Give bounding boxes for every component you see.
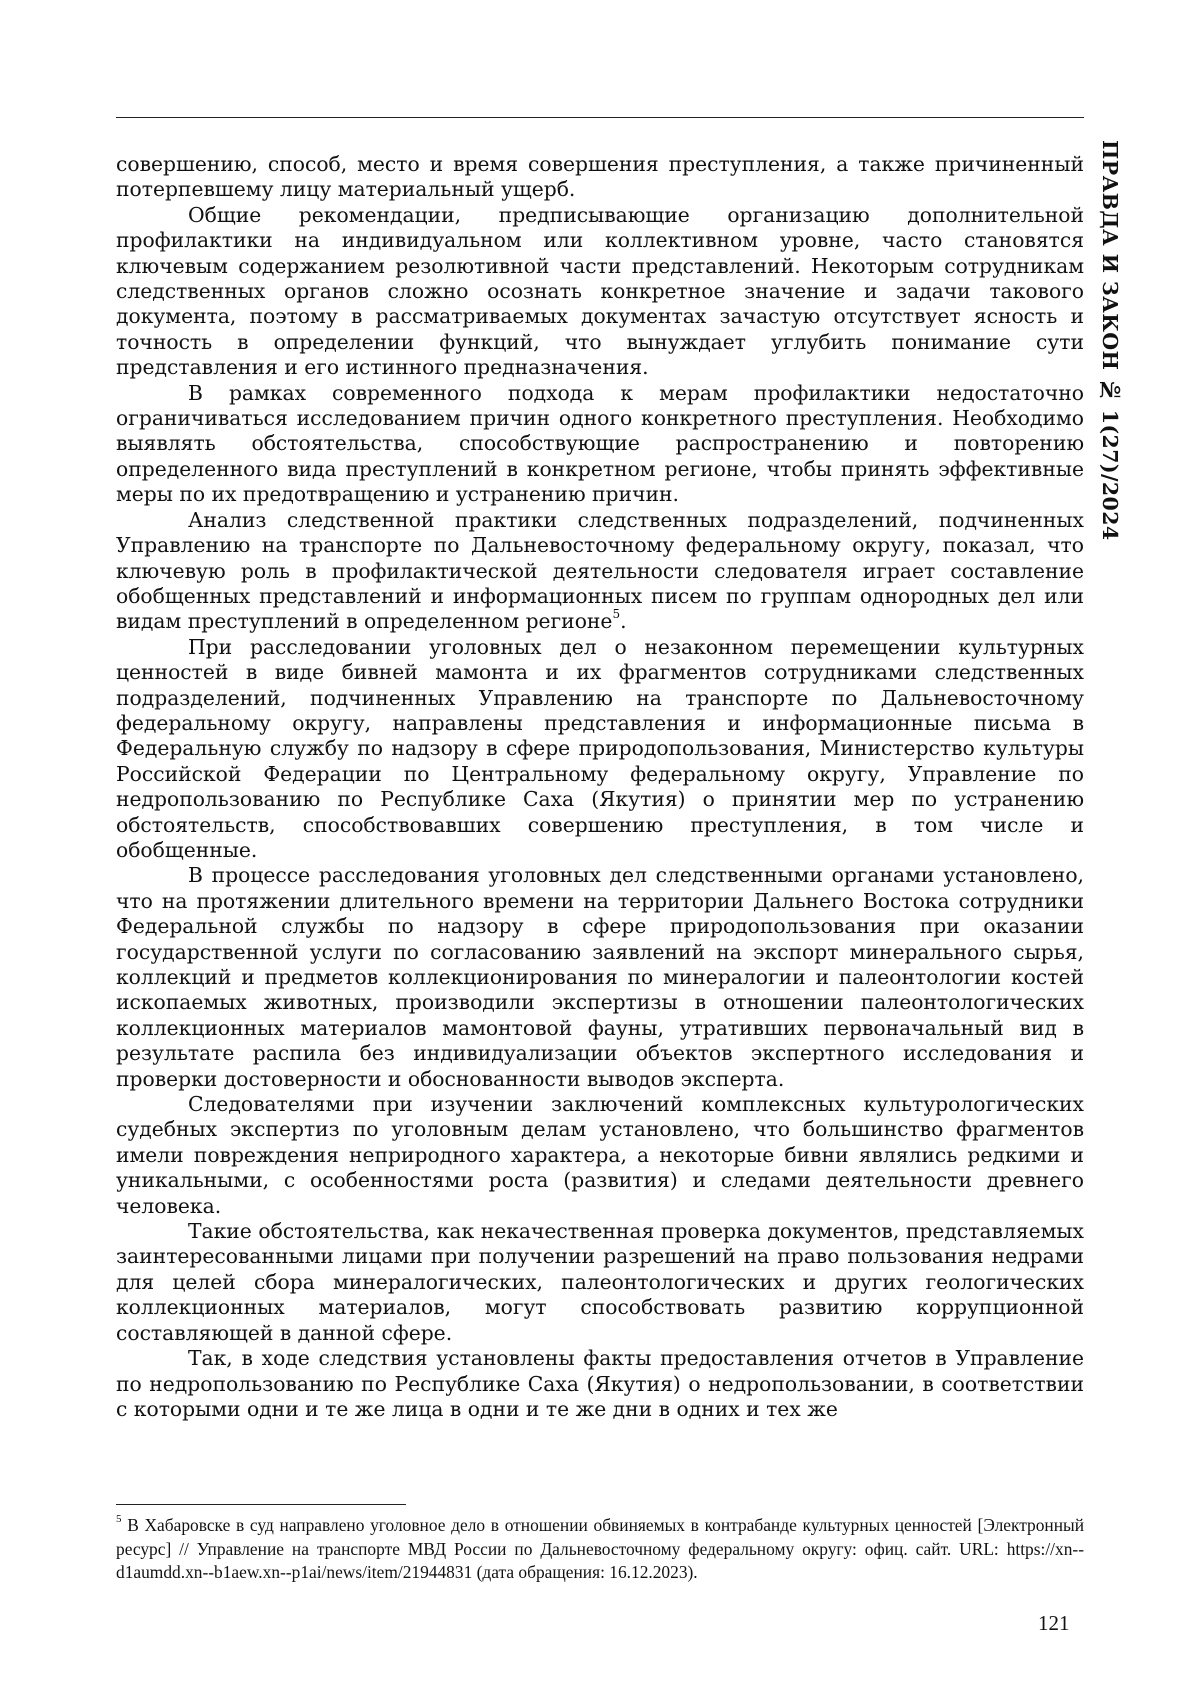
paragraph: При расследовании уголовных дел о незаконном перемещении культурных ценностей в виде бивней мамонта и их фрагментов сотрудниками следственных подразделений, подчиненных Управлению на транспорте по Дальневосточному федеральному округу, направлены представления и информационные письма в Федеральную службу по надзору в сфере природопользования, Министерство культуры Российской Федерации по Центральному федеральному округу, Управление по недропользованию по Республике Саха (Якутия) о принятии мер по устранению обстоятельств, способствовавших совершению преступления, в том числе и обобщенные. <box>116 635 1084 864</box>
paragraph-end-punct: . <box>620 609 626 633</box>
paragraph: Общие рекомендации, предписывающие организацию дополнительной профилактики на индивидуальном или коллективном уровне, часто становятся ключевым содержанием резолютивной части представлений. Некоторым сотрудникам следственных органов сложно осознать конкретное значение и задачи такового документа, поэтому в рассматриваемых документах зачастую отсутствует ясность и точность в определении функций, что вынуждает углубить понимание сути представления и его истинного предназначения. <box>116 203 1084 381</box>
footnote-reference[interactable]: 5 <box>612 607 620 621</box>
footnote-rule <box>116 1504 406 1505</box>
paragraph-text: Анализ следственной практики следственных подразделений, подчиненных Управлению на транспорте по Дальневосточному федеральному округу, показал, что ключевую роль в профилактической деятельности следователя играет составление обобщенных представлений и информационных писем по группам однородных дел или видам преступлений в определенном регионе <box>116 508 1084 634</box>
paragraph: Такие обстоятельства, как некачественная проверка документов, представляемых заинтересованными лицами при получении разрешений на право пользования недрами для целей сбора минералогических, палеонтологических и других геологических коллекционных материалов, могут способствовать развитию коррупционной составляющей в данной сфере. <box>116 1219 1084 1346</box>
paragraph: Следователями при изучении заключений комплексных культурологических судебных экспертиз по уголовным делам установлено, что большинство фрагментов имели повреждения неприродного характера, а некоторые бивни являлись редкими и уникальными, с особенностями роста (развития) и следами деятельности древнего человека. <box>116 1092 1084 1219</box>
running-header: ПРАВДА И ЗАКОН № 1(27)/2024 <box>1097 140 1123 541</box>
footnote <box>116 1514 1084 1585</box>
body-text <box>116 152 1084 1422</box>
paragraph: В процессе расследования уголовных дел следственными органами установлено, что на протяжении длительного времени на территории Дальнего Востока сотрудники Федеральной службы по надзору в сфере природопользования при оказании государственной услуги по согласованию заявлений на экспорт минерального сырья, коллекций и предметов коллекционирования по минералогии и палеонтологии костей ископаемых животных, производили экспертизы в отношении палеонтологических коллекционных материалов мамонтовой фауны, утративших первоначальный вид в результате распила без индивидуализации объектов экспертного исследования и проверки достоверности и обоснованности выводов эксперта. <box>116 863 1084 1092</box>
footnote-text: В Хабаровске в суд направлено уголовное дело в отношении обвиняемых в контрабанде культурных ценностей [Электронный ресурс] // Управление на транспорте МВД России по Дальневосточному федеральному округу: офиц. сайт. URL: https://xn--d1aumdd.xn--b1aew.xn--p1ai/news/item/21944831 (дата обращения: 16.12.2023). <box>116 1515 1084 1582</box>
footnote-marker: 5 <box>116 1513 122 1525</box>
page-number: 121 <box>1038 1611 1070 1636</box>
header-rule <box>116 117 1084 118</box>
paragraph: совершению, способ, место и время совершения преступления, а также причиненный потерпевшему лицу материальный ущерб. <box>116 152 1084 203</box>
paragraph: Так, в ходе следствия установлены факты предоставления отчетов в Управление по недропользованию по Республике Саха (Якутия) о недропользовании, в соответствии с которыми одни и те же лица в одни и те же дни в одних и тех же <box>116 1346 1084 1422</box>
paragraph <box>116 508 1084 635</box>
paragraph: В рамках современного подхода к мерам профилактики недостаточно ограничиваться исследованием причин одного конкретного преступления. Необходимо выявлять обстоятельства, способствующие распространению и повторению определенного вида преступлений в конкретном регионе, чтобы принять эффективные меры по их предотвращению и устранению причин. <box>116 381 1084 508</box>
